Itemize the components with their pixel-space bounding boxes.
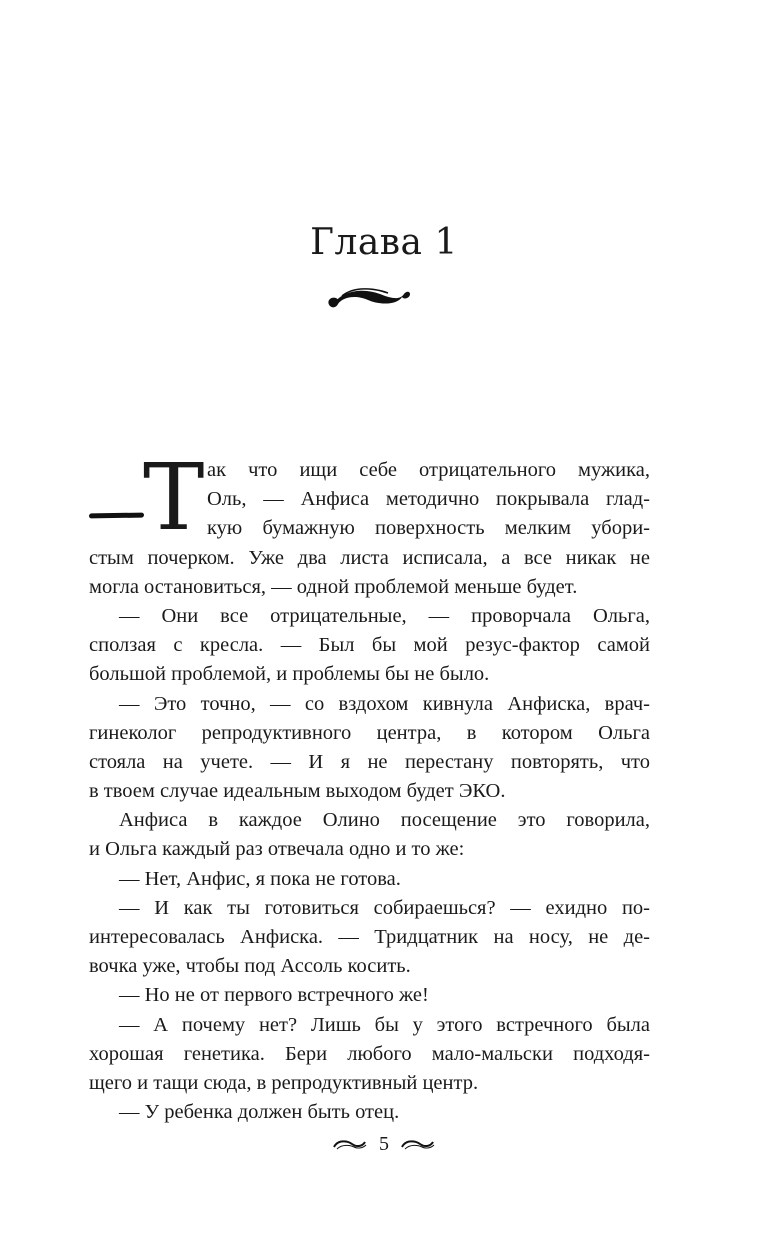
text-line: — У ребенка должен быть отец. <box>119 1101 400 1124</box>
text-line: щего и тащи сюда, в репродуктивный центр. <box>89 1071 479 1094</box>
text-line: в твоем случае идеальным выходом будет ЭКО. <box>89 780 506 803</box>
text-line: — А почему нет? Лишь бы у этого встречного была <box>119 1013 650 1036</box>
page-number: 5 <box>379 1132 389 1155</box>
text-line: — И как ты готовиться собираешься? — ехидно по- <box>119 896 650 919</box>
text-line: — Они все отрицательные, — проворчала Ольга, <box>119 604 650 627</box>
text-line: — Но не от первого встречного же! <box>119 984 429 1007</box>
swash-right-icon <box>400 1137 436 1151</box>
text-line: большой проблемой, и проблемы бы не было. <box>89 663 490 686</box>
chapter-title: Глава 1 <box>310 222 458 263</box>
swash-ornament-icon <box>324 280 414 312</box>
text-line: Оль, — Анфиса методично покрывала глад- <box>207 488 650 511</box>
text-line: и Ольга каждый раз отвечала одно и то же: <box>89 838 465 861</box>
text-line: стояла на учете. — И я не перестану повторять, что <box>89 750 650 773</box>
text-line: кую бумажную поверхность мелким убори- <box>207 517 650 540</box>
text-line: ак что ищи себе отрицательного мужика, <box>207 459 650 481</box>
text-line: — Это точно, — со вздохом кивнула Анфиска, врач- <box>119 692 650 715</box>
text-line: интересовалась Анфиска. — Тридцатник на носу, не де- <box>89 926 650 948</box>
dropcap-letter: Т <box>143 444 205 551</box>
text-line: сползая с кресла. — Был бы мой резус-фактор самой <box>89 634 650 657</box>
text-line: хорошая генетика. Бери любого мало-мальски подходя- <box>89 1042 650 1065</box>
dropcap-dash <box>89 513 144 519</box>
text-line: стым почерком. Уже два листа исписала, а все никак не <box>89 546 650 569</box>
text-line: могла остановиться, — одной проблемой меньше будет. <box>89 575 578 598</box>
text-line: вочка уже, чтобы под Ассоль косить. <box>89 955 411 978</box>
text-line: Анфиса в каждое Олино посещение это говорила, <box>119 809 650 832</box>
swash-left-icon <box>332 1137 368 1151</box>
page-footer <box>0 1132 768 1156</box>
text-line: — Нет, Анфис, я пока не готова. <box>119 867 401 890</box>
body-text <box>89 444 650 1127</box>
text-line: гинеколог репродуктивного центра, в котором Ольга <box>89 721 650 744</box>
